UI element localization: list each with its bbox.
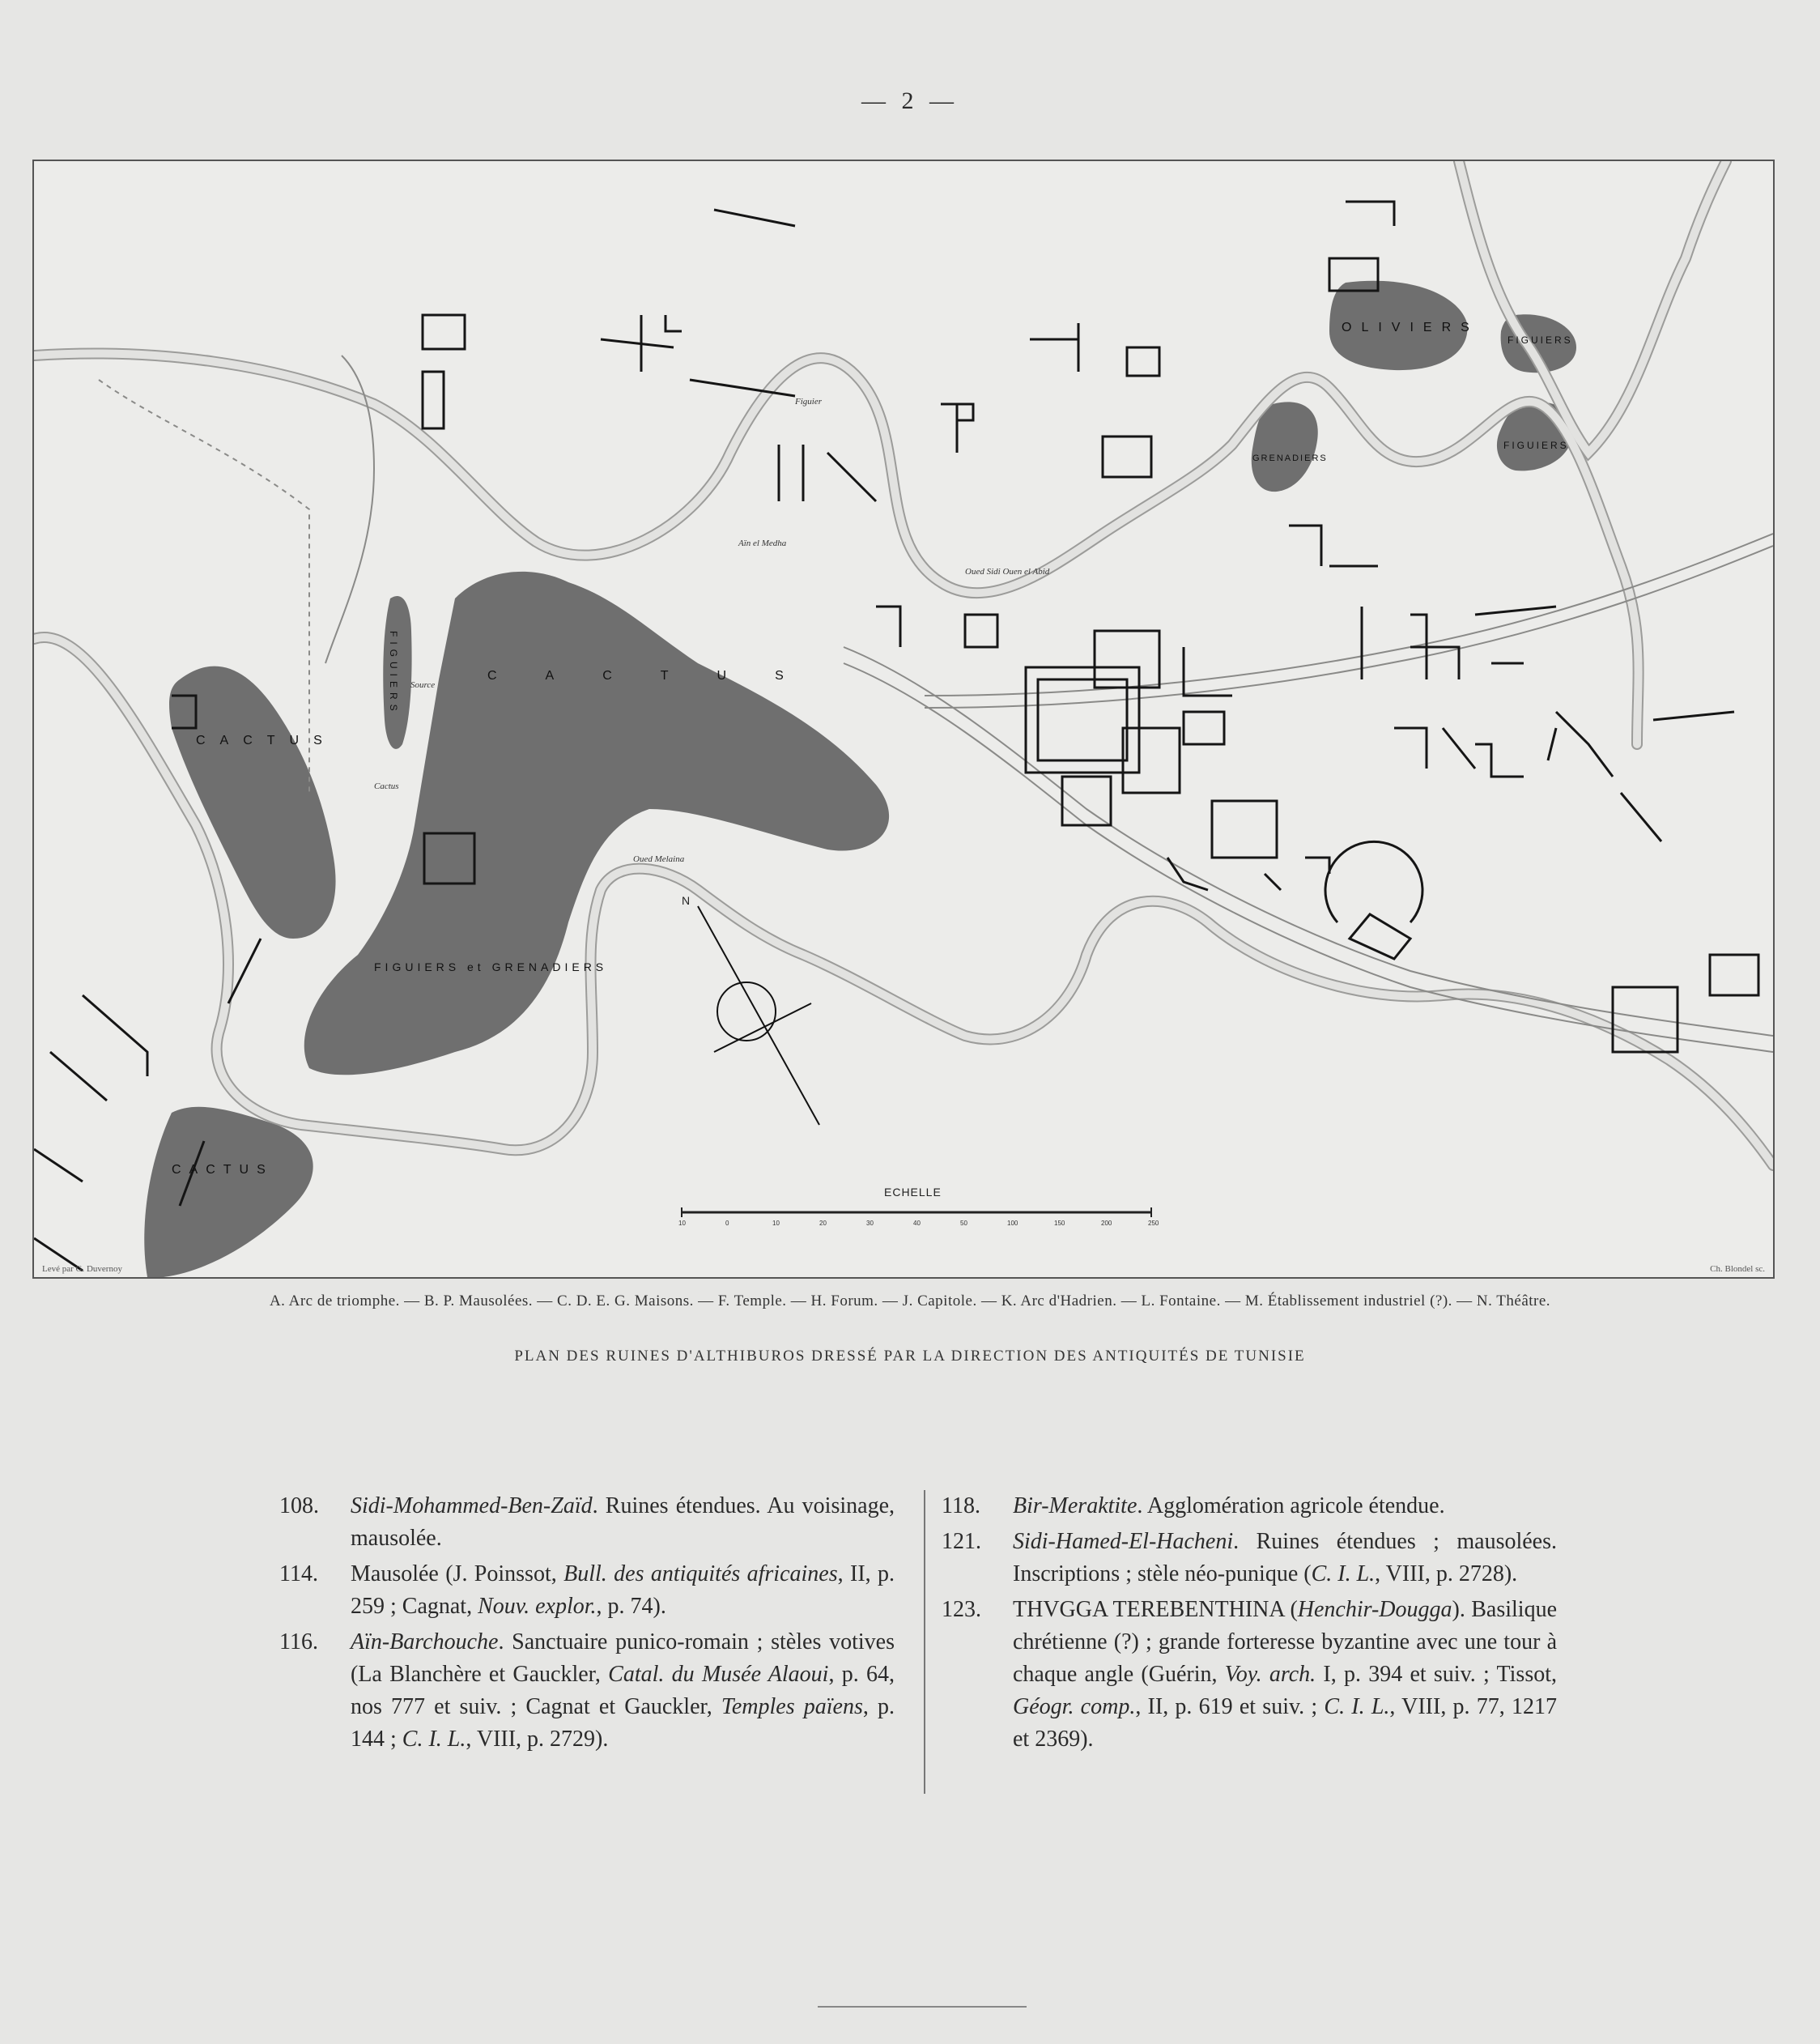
- entry-italic-text: Sidi-Mohammed-Ben-Zaïd: [351, 1493, 593, 1518]
- entry-italic-text: Bull. des antiquités africaines: [563, 1561, 838, 1586]
- scale-tick-label: 10: [772, 1220, 780, 1227]
- label-ain-el-medha: Aïn el Medha: [738, 539, 787, 548]
- label-figuier: Figuier: [795, 397, 822, 407]
- scale-tick-label: 10: [678, 1220, 686, 1227]
- map-credit-left: Levé par G. Duvernoy: [42, 1264, 122, 1274]
- column-right: [942, 1490, 1557, 1759]
- compass: [698, 906, 819, 1125]
- entry-italic-text: Catal. du Musée Alaoui: [608, 1662, 829, 1687]
- entry-italic-text: Bir-Meraktite: [1013, 1493, 1138, 1518]
- zone-label-figuiers-narrow: FIGUIERS: [388, 631, 399, 716]
- scale-tick-label: 40: [913, 1220, 921, 1227]
- zone-label-cactus-center: CACTUS: [487, 669, 832, 683]
- footer-rule: [818, 2006, 1027, 2008]
- column-left: [279, 1490, 895, 1759]
- scale-tick-label: 150: [1054, 1220, 1065, 1227]
- gazetteer-entry: [279, 1626, 895, 1756]
- page-number: — 2 —: [861, 87, 959, 114]
- zone-label-oliviers: OLIVIERS: [1342, 321, 1479, 334]
- entry-text: , II, p. 619 et suiv. ;: [1135, 1694, 1325, 1719]
- scale-bar: [678, 1186, 1159, 1227]
- entry-italic-text: Aïn-Barchouche: [351, 1629, 499, 1654]
- scale-tick-label: 30: [866, 1220, 874, 1227]
- entry-text: Mausolée (J. Poinssot,: [351, 1561, 564, 1586]
- label-oued-sidi-ouen: Oued Sidi Ouen el Abid: [965, 567, 1050, 577]
- gazetteer-entry: [942, 1526, 1557, 1590]
- entry-number: 108.: [279, 1493, 319, 1518]
- entry-italic-text: C. I. L.: [402, 1727, 466, 1752]
- entry-text: , VIII, p. 2728).: [1375, 1561, 1518, 1586]
- scale-tick-label: 20: [819, 1220, 827, 1227]
- map-legend: A. Arc de triomphe. — B. P. Mausolées. — C. D. E. G. Maisons. — F. Temple. — H. Forum. — J. Capitole. — K. Arc d'Hadrien. — L. Fontaine. — M. Établissement industriel (?). — N. Théâtre.: [269, 1292, 1551, 1309]
- river-north: [34, 354, 1639, 745]
- zone-label-cactus-bottom: CACTUS: [172, 1163, 274, 1177]
- scale-tick-label: 200: [1101, 1220, 1112, 1227]
- entry-text: . Ruines étendues ; mausolées. Inscriptions ; stèle néo-punique (: [1013, 1529, 1557, 1586]
- entry-italic-text: C. I. L.: [1311, 1561, 1376, 1586]
- zone-label-figuiers-ne: FIGUIERS: [1507, 334, 1573, 346]
- entry-text: . Agglomération agricole étendue.: [1137, 1493, 1445, 1518]
- entry-text: I, p. 394 et suiv. ; Tissot,: [1316, 1662, 1557, 1687]
- gazetteer-columns: [279, 1490, 1567, 1798]
- gazetteer-entry: [942, 1594, 1557, 1756]
- scale-tick-label: 0: [725, 1220, 729, 1227]
- entry-italic-text: Voy. arch.: [1224, 1662, 1316, 1687]
- capitole: [1212, 801, 1277, 858]
- map-title: PLAN DES RUINES D'ALTHIBUROS DRESSÉ PAR LA DIRECTION DES ANTIQUITÉS DE TUNISIE: [514, 1348, 1306, 1365]
- gazetteer-entry: [279, 1558, 895, 1623]
- zone-label-figuiers-e: FIGUIERS: [1503, 440, 1569, 451]
- entry-text: , VIII, p. 77, 1217 et 2369).: [1013, 1694, 1558, 1752]
- scale-tick-label: 100: [1007, 1220, 1018, 1227]
- zone-cactus-left: [169, 666, 336, 939]
- entry-text: , p. 74).: [596, 1594, 666, 1619]
- gazetteer-entry: [279, 1490, 895, 1555]
- scale-title: ECHELLE: [884, 1186, 942, 1199]
- entry-text: , VIII, p. 2729).: [466, 1727, 609, 1752]
- scale-tick-label: 50: [960, 1220, 967, 1227]
- entry-text: , p. 144 ;: [351, 1694, 895, 1752]
- entry-text: , II, p. 259 ; Cagnat,: [351, 1561, 895, 1619]
- map-drawing: [34, 161, 1773, 1277]
- entry-number: 116.: [279, 1629, 318, 1654]
- entry-italic-text: Géogr. comp.: [1013, 1694, 1136, 1719]
- zone-label-grenadiers: GRENADIERS: [1252, 454, 1328, 463]
- entry-text: . Sanctuaire punico-romain ; stèles votives (La Blanchère et Gauckler,: [351, 1629, 895, 1687]
- entry-italic-text: C. I. L.: [1324, 1694, 1390, 1719]
- theatre: [1325, 841, 1422, 922]
- entry-text: THVGGA TEREBENTHINA (: [1013, 1597, 1298, 1622]
- zone-label-cactus-left: CACTUS: [196, 734, 337, 747]
- zone-label-figuiers-grenadiers: FIGUIERS et GRENADIERS: [374, 960, 608, 973]
- north-label: N: [682, 894, 691, 907]
- entry-text: . Ruines étendues. Au voisinage, mausolée.: [351, 1493, 895, 1551]
- label-cactus-small: Cactus: [374, 781, 399, 791]
- zone-cactus-bottom: [144, 1107, 313, 1277]
- map-credit-right: Ch. Blondel sc.: [1710, 1264, 1765, 1274]
- entry-number: 118.: [942, 1493, 980, 1518]
- entry-number: 114.: [279, 1561, 318, 1586]
- entry-italic-text: Sidi-Hamed-El-Hacheni: [1013, 1529, 1234, 1554]
- entry-number: 121.: [942, 1529, 981, 1554]
- column-divider: [924, 1490, 925, 1794]
- entry-italic-text: Nouv. explor.: [478, 1594, 597, 1619]
- entry-number: 123.: [942, 1597, 981, 1622]
- entry-italic-text: Henchir-Dougga: [1297, 1597, 1452, 1622]
- entry-text: , p. 64, nos 777 et suiv. ; Cagnat et Gauckler,: [351, 1662, 895, 1719]
- label-oued-melaina: Oued Melaina: [633, 854, 685, 864]
- entry-text: ). Basilique chrétienne (?) ; grande forteresse byzantine avec une tour à chaque angle (Guérin,: [1013, 1597, 1558, 1687]
- entry-italic-text: Temples païens: [721, 1694, 863, 1719]
- scale-tick-label: 250: [1148, 1220, 1159, 1227]
- gazetteer-entry: [942, 1490, 1557, 1522]
- ruins-map: [32, 160, 1775, 1279]
- label-source: Source: [410, 680, 436, 690]
